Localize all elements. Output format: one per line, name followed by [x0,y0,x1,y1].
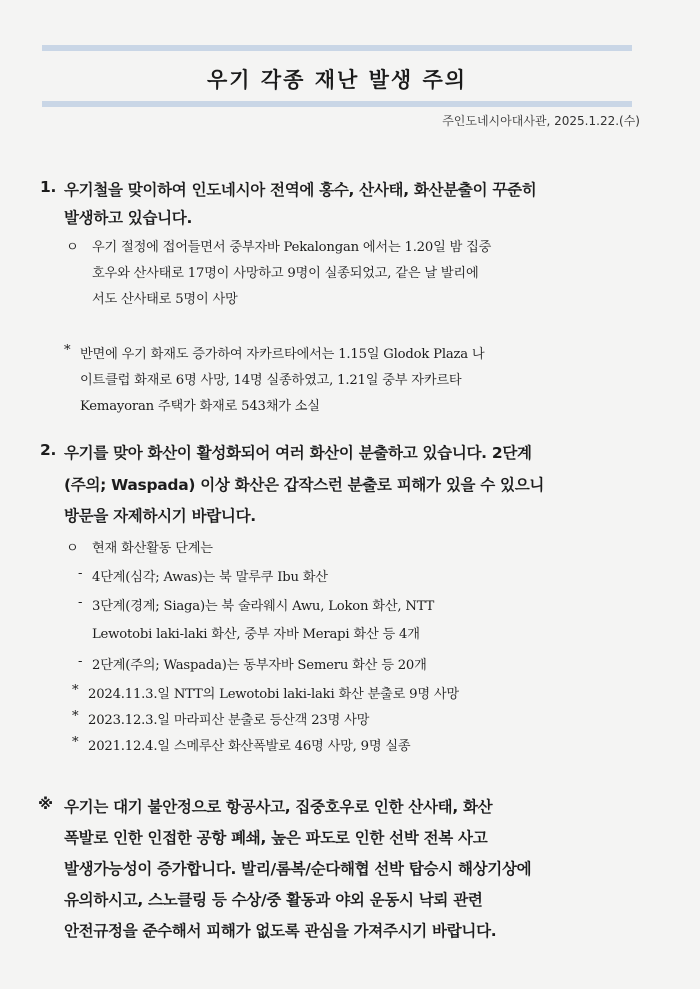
section-2-number: 2. [40,441,57,459]
bullet-line: 호우와 산사태로 17명이 사망하고 9명이 실종되었고, 같은 날 발리에 [92,266,479,281]
volcano-level: 3단계(경계; Siaga)는 북 술라웨시 Awu, Lokon 화산, NTT [92,599,435,614]
level-marker: - [78,654,83,669]
bullet-line: 현재 화산활동 단계는 [92,541,213,556]
volcano-level: Lewotobi laki-laki 화산, 중부 자바 Merapi 화산 등 4개 [92,627,420,642]
volcano-level: 2단계(주의; Waspada)는 동부자바 Semeru 화산 등 20개 [92,658,427,673]
page-title: 우기 각종 재난 발생 주의 [206,68,468,92]
eruption-event: 2021.12.4.일 스메루산 화산폭발로 46명 사망, 9명 실종 [88,739,411,754]
issuer-date: 주인도네시아대사관, 2025.1.22.(수) [442,114,640,128]
event-marker: * [72,683,79,698]
note-line: 반면에 우기 화재도 증가하여 자카르타에서는 1.15일 Glodok Plaza 나 [80,347,485,362]
closing-line: 우기는 대기 불안정으로 항공사고, 집중호우로 인한 산사태, 화산 [64,798,493,816]
note-line: 이트클럽 화재로 6명 사망, 14명 실종하였고, 1.21일 중부 자카르타 [80,373,462,388]
section-1-heading-line: 우기철을 맞이하여 인도네시아 전역에 홍수, 산사태, 화산분출이 꾸준히 [64,181,537,199]
eruption-event: 2023.12.3.일 마라피산 분출로 등산객 23명 사망 [88,713,370,728]
closing-line: 폭발로 인한 인접한 공항 폐쇄, 높은 파도로 인한 선박 전복 사고 [64,829,488,847]
event-marker: * [72,735,79,750]
event-marker: * [72,709,79,724]
section-2-heading-line: 방문을 자제하시기 바랍니다. [64,507,256,525]
section-1-number: 1. [40,178,57,196]
volcano-level: 4단계(심각; Awas)는 북 말루쿠 Ibu 화산 [92,570,328,585]
bullet-marker: ㅇ [66,541,79,556]
section-2-heading-line: (주의; Waspada) 이상 화산은 갑작스런 분출로 피해가 있을 수 있으니 [64,476,545,494]
note-marker: * [64,343,71,358]
level-marker: - [78,566,83,581]
level-marker: - [78,595,83,610]
bullet-line: 서도 산사태로 5명이 사망 [92,292,238,307]
reference-mark: ※ [38,795,53,813]
title-banner [42,45,632,107]
eruption-event: 2024.11.3.일 NTT의 Lewotobi laki-laki 화산 분출로 9명 사망 [88,687,459,702]
closing-line: 안전규정을 준수해서 피해가 없도록 관심을 가져주시기 바랍니다. [64,922,497,940]
section-1-heading-line: 발생하고 있습니다. [64,209,193,227]
bullet-line: 우기 절정에 접어들면서 중부자바 Pekalongan 에서는 1.20일 밤 집중 [92,240,492,255]
closing-line: 발생가능성이 증가합니다. 발리/롬복/순다해협 선박 탑승시 해상기상에 [64,860,532,878]
note-line: Kemayoran 주택가 화재로 543채가 소실 [80,399,320,414]
bullet-marker: ㅇ [66,240,79,255]
section-2-heading-line: 우기를 맞아 화산이 활성화되어 여러 화산이 분출하고 있습니다. 2단계 [64,444,532,462]
closing-line: 유의하시고, 스노클링 등 수상/중 활동과 야외 운동시 낙뢰 관련 [64,891,483,909]
